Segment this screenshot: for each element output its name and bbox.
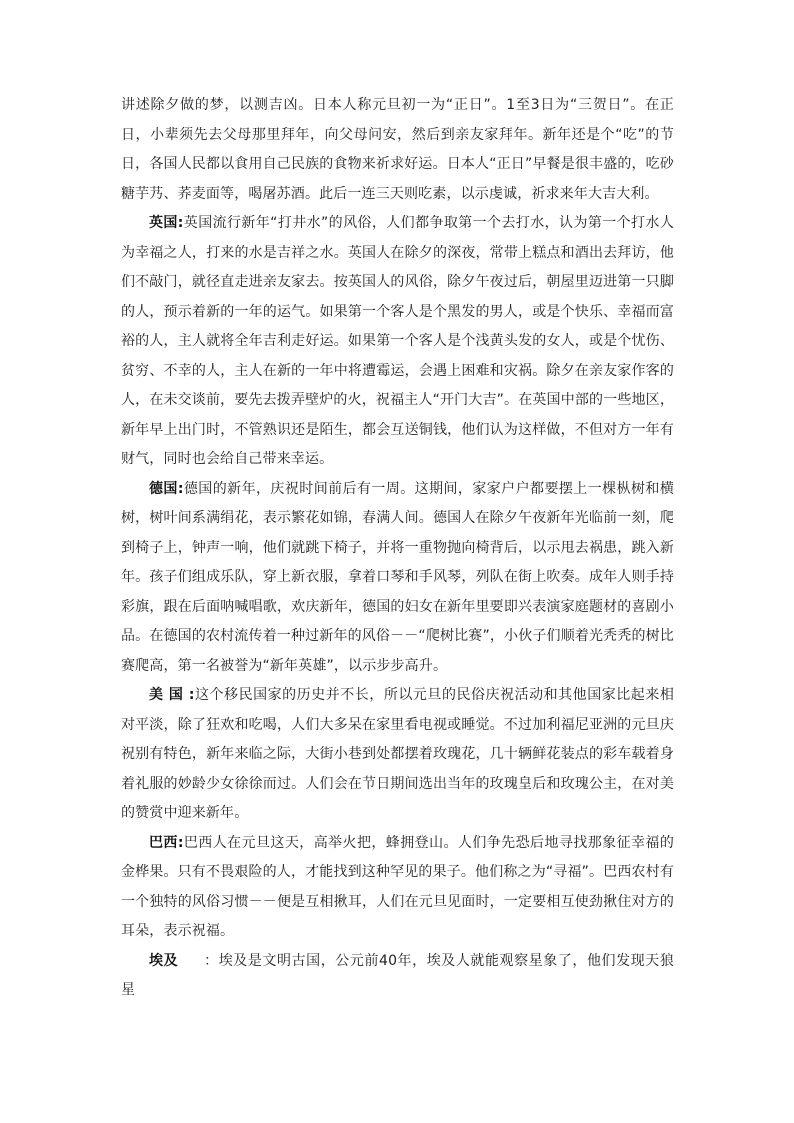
- country-label-usa: 美 国 :: [149, 687, 195, 703]
- paragraph-text: 巴西人在元旦这天，高举火把，蜂拥登山。人们争先恐后地寻找那象征幸福的金桦果。只有不畏艰险的人，才能找到这种罕见的果子。他们称之为“寻福”。巴西农村有一个独特的风俗习惯－－便是互相揪耳，人们在元旦见面时，一定要相互使劲揪住对方的耳朵，表示祝福。: [121, 834, 674, 939]
- document-body: [121, 91, 674, 1006]
- country-label-uk: 英国:: [149, 215, 184, 231]
- paragraph-egypt: [121, 947, 674, 1006]
- paragraph-text: 讲述除夕做的梦，以测吉凶。日本人称元旦初一为“正日”。1至3日为“三贺日”。在正日，小辈须先去父母那里拜年，向父母问安，然后到亲友家拜年。新年还是个“吃”的节日，各国人民都以食用自己民族的食物来祈求好运。日本人“正日”早餐是很丰盛的，吃砂糖芋艿、荞麦面等，喝屠苏酒。此后一连三天则吃素，以示虔诚，祈求来年大吉大利。: [121, 97, 674, 202]
- paragraph-text: 德国的新年，庆祝时间前后有一周。这期间，家家户户都要摆上一棵枞树和横树，树叶间系满绢花，表示繁花如锦，春满人间。德国人在除夕午夜新年光临前一刻，爬到椅子上，钟声一响，他们就跳下椅子，并将一重物抛向椅背后，以示甩去祸患，跳入新年。孩子们组成乐队，穿上新衣服，拿着口琴和手风琴，列队在街上吹奏。成年人则手持彩旗，跟在后面呐喊唱歌，欢庆新年，德国的妇女在新年里要即兴表演家庭题材的喜剧小品。在德国的农村流传着一种过新年的风俗－－“爬树比赛”，小伙子们顺着光秃秃的树比赛爬高，第一名被誉为“新年英雄”，以示步步高升。: [121, 480, 674, 674]
- paragraph-text: ：埃及是文明古国，公元前40年，埃及人就能观察星象了，他们发现天狼星: [121, 952, 674, 998]
- country-label-brazil: 巴西:: [149, 834, 184, 851]
- country-label-germany: 德国:: [149, 480, 184, 497]
- paragraph-japan-continued: [121, 91, 674, 209]
- paragraph-text: 英国流行新年“打井水”的风俗，人们都争取第一个去打水，认为第一个打水人为幸福之人，打来的水是吉祥之水。英国人在除夕的深夜，常带上糕点和酒出去拜访，他们不敲门，就径直走进亲友家去。按英国人的风俗，除夕午夜过后，朝屋里迈进第一只脚的人，预示着新的一年的运气。如果第一个客人是个黑发的男人，或是个快乐、幸福而富裕的人，主人就将全年吉利走好运。如果第一个客人是个浅黄头发的女人，或是个忧伤、贫穷、不幸的人，主人在新的一年中将遭霉运，会遇上困难和灾祸。除夕在亲友家作客的人，在未交谈前，要先去拨弄壁炉的火，祝福主人“开门大吉”。在英国中部的一些地区，新年早上出门时，不管熟识还是陌生，都会互送铜钱，他们认为这样做，不但对方一年有财气，同时也会给自己带来幸运。: [121, 215, 674, 467]
- paragraph-brazil: [121, 829, 674, 947]
- paragraph-usa: [121, 681, 674, 829]
- paragraph-uk: [121, 209, 674, 475]
- paragraph-germany: [121, 475, 674, 682]
- country-label-egypt: 埃及: [149, 952, 179, 969]
- paragraph-text: 这个移民国家的历史并不长，所以元旦的民俗庆祝活动和其他国家比起来相对平淡，除了狂欢和吃喝，人们大多呆在家里看电视或睡觉。不过加利福尼亚洲的元旦庆祝别有特色，新年来临之际，大街小巷到处都摆着玫瑰花，几十辆鲜花装点的彩车载着身着礼服的妙龄少女徐徐而过。人们会在节日期间选出当年的玫瑰皇后和玫瑰公主，在对美的赞赏中迎来新年。: [121, 687, 674, 821]
